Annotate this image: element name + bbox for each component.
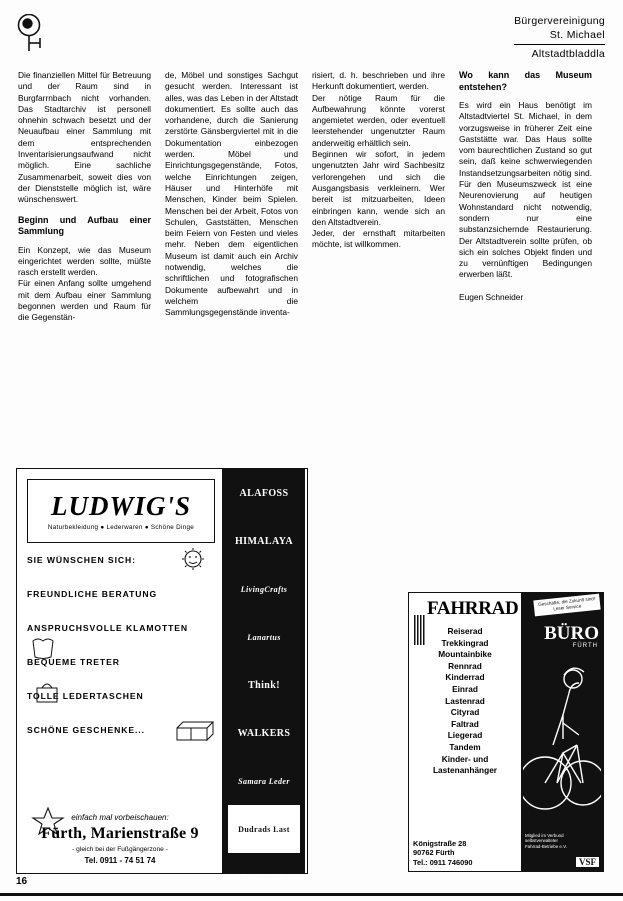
fahrrad-image-panel xyxy=(521,593,603,871)
ludwigs-tagline: Naturbekleidung ● Lederwaren ● Schöne Dinge xyxy=(47,523,195,531)
list-item: Kinderrad xyxy=(445,672,485,683)
list-item xyxy=(27,555,215,565)
article-column-2 xyxy=(165,70,298,324)
fahrrad-banner-text: Geschäfte, die Zukunft sind! Leser Service xyxy=(533,594,600,617)
list-item xyxy=(27,623,215,633)
ludwigs-main-panel xyxy=(17,469,223,873)
brand-logo xyxy=(228,709,300,757)
ludwigs-brand-strip xyxy=(223,469,305,882)
paragraph: risiert, d. h. beschrieben und ihre Herkunft dokumentiert, werden. xyxy=(312,70,445,92)
paragraph: Die finanziellen Mittel für Betreuung und der Raum sind in Burgfarrnbach nicht vorhanden. Das Stadtarchiv ist personell ohnehin schwach besetzt und der Neuaufbau einer Sammlung mit dem entsprechenden Inventarisierungsaufwand nicht möglich. Eine sachliche Zusammenarbeit, soweit dies von der Dienststelle möglich ist, wäre wünschenswert. xyxy=(18,70,151,205)
list-item: Rennrad xyxy=(448,660,482,671)
list-item xyxy=(27,691,215,701)
barcode-graphic xyxy=(414,615,425,645)
ludwigs-telephone: Tel. 0911 - 74 51 74 xyxy=(84,856,156,865)
paragraph: Der nötige Raum für die Aufbewahrung könnte vorerst angemietet werden, oder eventuell leerstehender ungenutzter Raum anderweitig erhältlich sein. xyxy=(312,92,445,148)
brand-logo xyxy=(228,805,300,853)
gift-box-icon xyxy=(171,719,217,745)
ludwigs-logo-box xyxy=(27,479,215,543)
ludwigs-invite: einfach mal vorbeischauen: xyxy=(71,813,169,822)
list-item: Liegerad xyxy=(447,730,483,741)
brand-logo xyxy=(228,565,300,613)
brand-logo xyxy=(228,517,300,565)
brand-logo xyxy=(228,757,300,805)
ludwigs-address: Fürth, Marienstraße 9 xyxy=(41,825,199,842)
masthead-title xyxy=(514,14,605,61)
article-columns xyxy=(18,70,608,324)
brand-label: Dudrads Last xyxy=(238,824,290,834)
list-item-label: ANSPRUCHSVOLLE KLAMOTTEN xyxy=(27,623,189,633)
list-item: Lastenanhänger xyxy=(432,765,498,776)
sun-face-icon xyxy=(173,545,213,573)
list-item: Trekkingrad xyxy=(441,637,489,648)
advertisement-fahrrad-buero xyxy=(408,592,604,872)
subheading-beginn-aufbau: Beginn und Aufbau einer Sammlung xyxy=(18,214,151,237)
fahrrad-membership-badge: Mitglied im Verbund selbstverwalteter Fahrrad-Betriebe e.V. xyxy=(525,832,567,849)
brand-label: Samara Leder xyxy=(238,776,290,786)
paragraph: Für einen Anfang sollte umgehend mit dem Aufbau einer Sammlung begonnen werden und Raum für die Gegenstän- xyxy=(18,278,151,323)
telephone-line: Tel.: 0911 746090 xyxy=(413,857,473,867)
org-line-2: St. Michael xyxy=(514,28,605,45)
fahrrad-buero-word: BÜRO xyxy=(544,623,599,644)
brand-logo xyxy=(228,469,300,517)
org-line-3: Altstadtbladdla xyxy=(531,48,605,60)
address-line: 90762 Fürth xyxy=(413,848,455,858)
brand-label: LivingCrafts xyxy=(240,584,288,594)
brand-logo xyxy=(228,661,300,709)
brand-label: BOSBOOM xyxy=(241,872,287,882)
brand-label: ALAFOSS xyxy=(239,487,289,499)
handbag-icon xyxy=(31,679,65,705)
list-item: Mountainbike xyxy=(438,649,492,660)
brand-label: HIMALAYA xyxy=(234,535,294,547)
cyclist-illustration-icon xyxy=(523,623,601,838)
article-column-4 xyxy=(459,70,592,324)
ludwigs-location-note: - gleich bei der Fußgängerzone - xyxy=(72,846,168,853)
list-item-label: BEQUEME TRETER xyxy=(27,657,120,667)
author-signature: Eugen Schneider xyxy=(459,291,524,302)
page-number: 16 xyxy=(16,876,28,887)
list-item: Tandem xyxy=(449,741,481,752)
list-item: Faltrad xyxy=(451,718,479,729)
paragraph: Beginnen wir sofort, in jedem ungenutzten Jahr wird Sachbesitz verlorengehen und sich die Ausgangsbasis verkleinern. Wer bereit ist mitzuarbeiten, Ideen einbringen kann, wende sich an den Altstadtverein. xyxy=(312,149,445,227)
list-item xyxy=(27,725,215,735)
list-item: Reiserad xyxy=(447,626,483,636)
list-item xyxy=(27,589,215,599)
list-item-label: TOLLE LEDERTASCHEN xyxy=(27,691,144,701)
list-item-label: SCHÖNE GESCHENKE... xyxy=(27,725,145,735)
article-column-1 xyxy=(18,70,151,324)
list-item: Lastenrad xyxy=(445,695,485,706)
article-column-3 xyxy=(312,70,445,324)
brand-label: Think! xyxy=(248,679,280,691)
footer-rule xyxy=(0,893,623,896)
list-item: Einrad xyxy=(452,683,478,694)
ludwigs-wishlist xyxy=(27,555,215,759)
fahrrad-address-block xyxy=(413,839,517,867)
vsf-logo: VSF xyxy=(576,857,599,867)
fahrrad-brand-name: FAHRRAD xyxy=(427,598,519,619)
keyhole-logo-icon xyxy=(14,14,48,52)
list-item: Cityrad xyxy=(450,707,480,718)
address-line: Königstraße 28 xyxy=(413,838,467,848)
paragraph: de, Möbel und sonstiges Sachgut gesucht werden. Interessant ist alles, was das Leben in der Altstadt dokumentiert. Es sollte auch das vorhandene, durch die Sanierung zerstörte Gänsbergviertel mit in die Dokumentation einbezogen werden. Möbel und Einrichtungsgegenstände, Fotos, welche Einrichtungen zeigen, Häuser und Hinterhöfe mit Menschen, Kinder beim Spielen. Menschen bei der Arbeit, Fotos von Schulen, Gaststätten, Menschen beim Feiern von Festen und vieles mehr. Neben dem eigentlichen Museum ist damit auch ein Archiv notwendig, welches die schriftlichen und fotografischen Dokumente aufbewahrt und in welchem die Sammlungsgegenstände inventa- xyxy=(165,70,298,318)
fahrrad-info-panel xyxy=(409,593,521,871)
masthead xyxy=(0,0,623,60)
list-item xyxy=(27,657,215,667)
brand-label: WALKERS xyxy=(237,727,291,739)
paragraph: Jeder, der ernsthaft mitarbeiten möchte, ist willkommen. xyxy=(312,228,445,250)
subheading-wo-museum: Wo kann das Museum entstehen? xyxy=(459,70,592,92)
paragraph: Ein Konzept, wie das Museum eingerichtet werden sollte, müßte rasch erstellt werden. xyxy=(18,244,151,278)
ludwigs-brand-name: LUDWIG'S xyxy=(50,490,192,521)
org-line-1: Bürgervereinigung xyxy=(514,15,605,27)
ludwigs-contact-block xyxy=(17,813,223,865)
list-item-label: FREUNDLICHE BERATUNG xyxy=(27,589,158,599)
fahrrad-category-list xyxy=(413,626,517,777)
list-item-label: SIE WÜNSCHEN SICH: xyxy=(27,555,136,565)
brand-logo xyxy=(228,613,300,661)
brand-label: Lanartus xyxy=(247,632,281,642)
paragraph: Es wird ein Haus benötigt im Altstadtviertel St. Michael, in dem vorzugsweise in früherer Zeit eine Gaststätte war. Das Haus sollte vom baurechtlichen Zustand so gut sein, daß keine schwerwiegenden Instandsetzungsarbeiten nötig sind. Für den Museumszweck ist eine Neurenovierung auf heutigen Wohnstandard nicht notwendig, sondern nur eine substanzsichernde Restaurierung. Der Altstadtverein sollte prüfen, ob sich ein solches Objekt finden und zu vernünftigen Bedingungen erwerben läßt. xyxy=(459,100,592,280)
fahrrad-city-label: FÜRTH xyxy=(572,643,598,649)
list-item: Kinder- und xyxy=(441,753,489,764)
